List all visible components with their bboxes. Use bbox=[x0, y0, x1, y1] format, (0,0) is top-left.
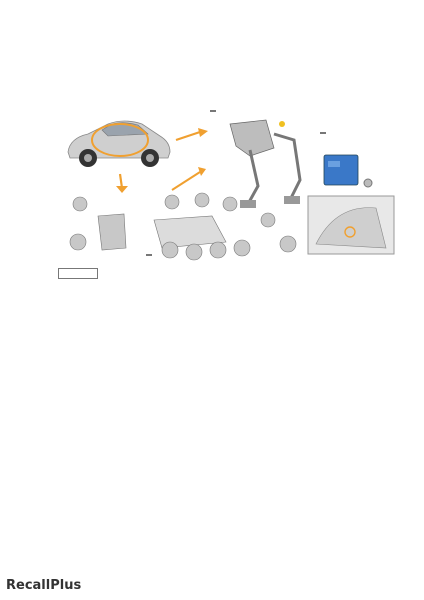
rear-seat-image bbox=[306, 194, 396, 256]
legend-note bbox=[58, 268, 101, 279]
arrow-pointer-icon bbox=[168, 164, 208, 194]
arrow-right-icon bbox=[174, 126, 210, 146]
legend-box bbox=[58, 268, 98, 279]
seat-parts-image bbox=[62, 190, 310, 264]
callout-airbag-unit bbox=[320, 132, 326, 134]
callout-rear-seat bbox=[146, 254, 152, 256]
document-page bbox=[48, 14, 394, 562]
recallplus-logo: RecallPlus bbox=[6, 578, 82, 593]
car-image bbox=[62, 112, 174, 176]
callout-pedal-bracket bbox=[210, 110, 216, 112]
